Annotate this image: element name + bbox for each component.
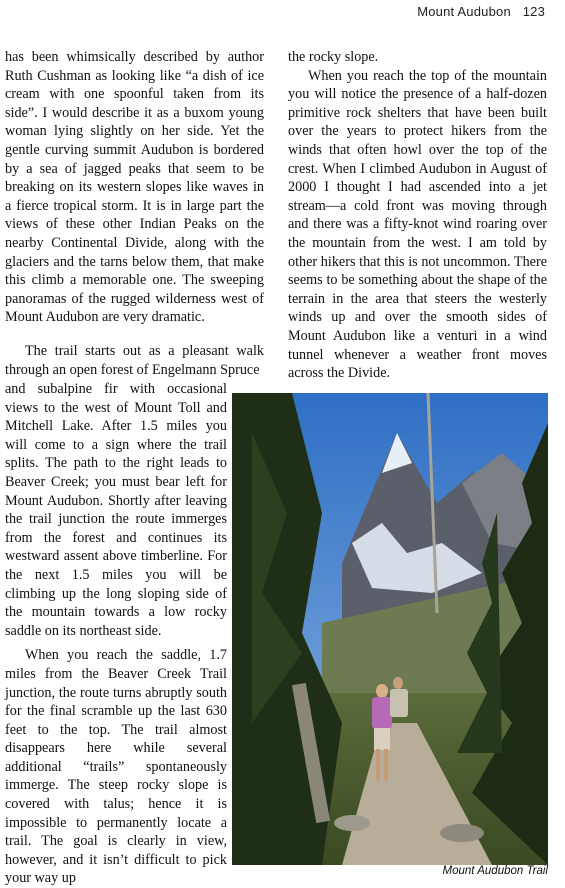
paragraph-trail-continued: and subalpine fir with occasional views to the west of Mount Toll and Mitchell Lake. After 1.5 miles you will come to a sign where the trail splits. The path to the right leads to Beaver Creek; you must bear left for Mount Audubon. Shortly after leaving the trail junction the route immerges from the forest and continues its westward assent above timberline. For the next 1.5 miles you will be climbing up the long sloping side of the mountain towards a low rocky saddle on its northeast side. bbox=[5, 381, 227, 639]
left-column-narrow bbox=[5, 380, 227, 888]
left-column-wide-intro bbox=[5, 342, 264, 379]
photo-caption: Mount Audubon Trail bbox=[442, 865, 548, 877]
header-title: Mount Audubon bbox=[417, 4, 511, 19]
paragraph-ice-cream: has been whimsically described by author Ruth Cushman as looking like “a dish of ice cream with one spoonful taken from its side”. I would describe it as a buxom young woman lying slightly on her side. Yet the gentle curving summit Audubon is bordered by a sea of jagged peaks that seem to be breaking on its western slopes like waves in a fierce tropical storm. It is in large part the views of these other Indian Peaks on the nearby Continental Divide, along with the glaciers and the tarns below them, that make this climb a memorable one. The sweeping panoramas of the rugged wilderness west of Mount Audubon are very dramatic. bbox=[5, 49, 264, 326]
hikers-on-trail-image bbox=[232, 393, 548, 865]
right-column bbox=[288, 48, 547, 383]
left-column-top bbox=[5, 48, 264, 327]
paragraph-summit-shelters: When you reach the top of the mountain you will notice the presence of a half-dozen primitive rock shelters that have been built over the years to protect hikers from the winds that often howl over the top of the crest. When I climbed Audubon in August of 2000 I thought I had ascended into a jet stream—a cold front was moving through and there was a fifty-knot wind roaring over the mountain from the west. I am told by other hikers that this is not uncommon. There seems to be something about the shape of the terrain in the area that steers the westerly winds up and over the smooth sides of Mount Audubon like a venturi in a wind tunnel whenever a weather front moves across the Divide. bbox=[288, 67, 547, 382]
running-header bbox=[417, 4, 545, 19]
paragraph-trail-start: The trail starts out as a pleasant walk through an open forest of Engelmann Spruce bbox=[5, 343, 264, 378]
page-number: 123 bbox=[522, 4, 545, 19]
paragraph-rocky-slope: the rocky slope. bbox=[288, 49, 379, 65]
paragraph-saddle: When you reach the saddle, 1.7 miles from the Beaver Creek Trail junction, the route turns abruptly south for the final scramble up the last 630 feet to the top. The trail almost disappears here while several additional “trails” spontaneously immerge. The steep rocky slope is covered with talus; hence it is impossible to permanently locate a trail. The goal is clearly in view, however, and it isn’t difficult to pick your way up bbox=[5, 647, 227, 887]
trail-photo bbox=[232, 393, 548, 865]
